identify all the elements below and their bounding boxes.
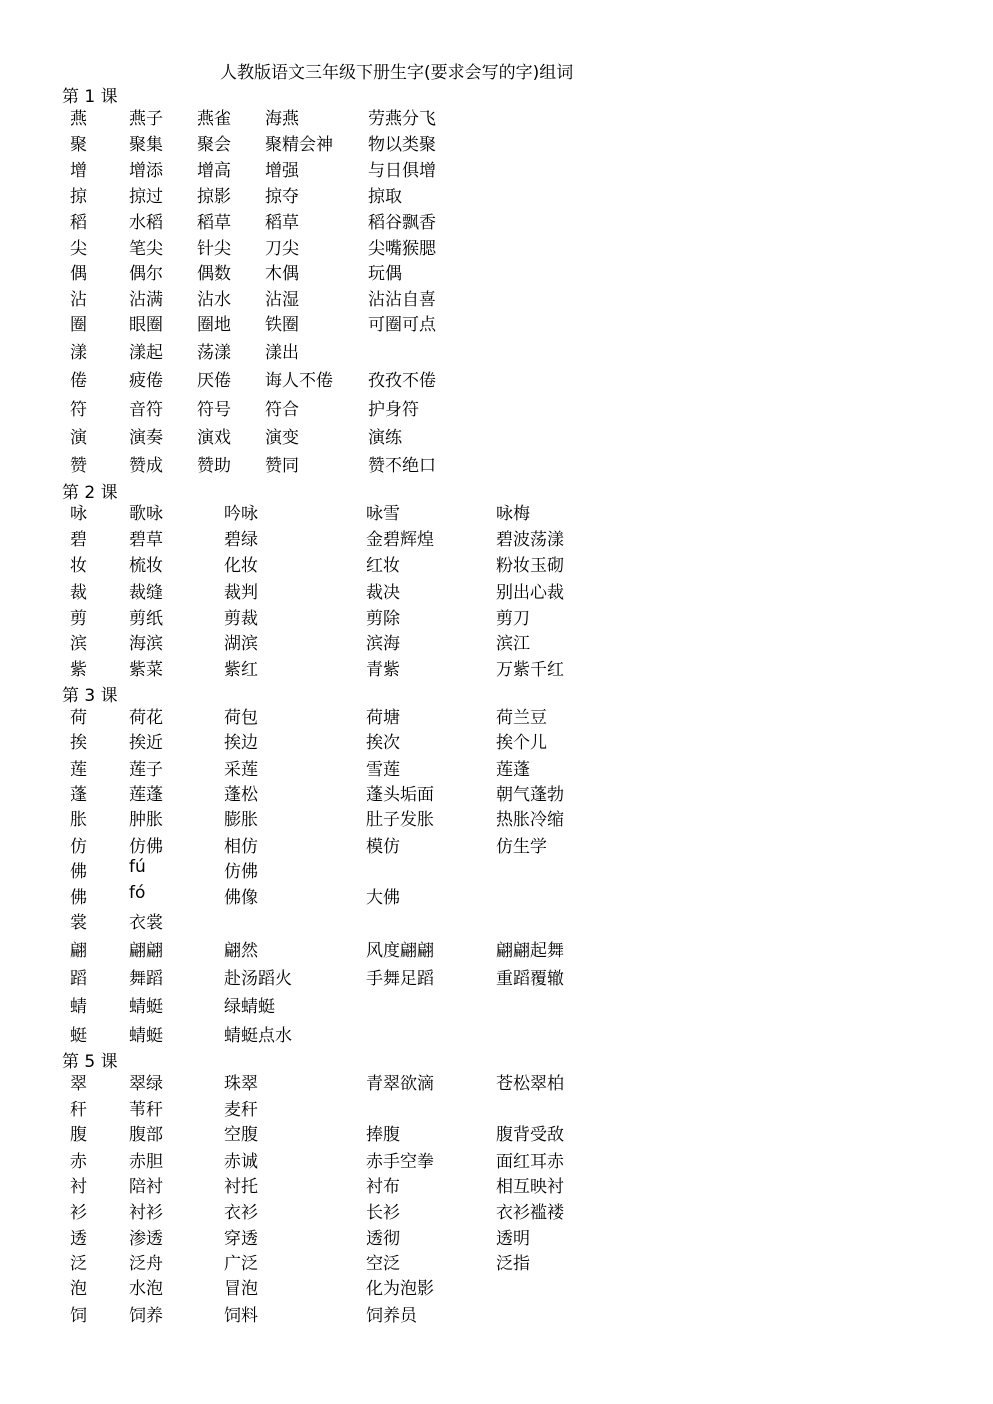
word-cell: 肿胀: [129, 810, 163, 830]
character-row: [0, 156, 993, 180]
character-row: [0, 703, 993, 727]
word-cell: 歌咏: [129, 504, 163, 524]
character-row: [0, 338, 993, 362]
word-cell: 空腹: [224, 1125, 258, 1145]
word-cell: 衬布: [366, 1177, 400, 1197]
word-cell: 饲养: [129, 1306, 163, 1326]
word-cell: 尖嘴猴腮: [368, 239, 436, 259]
word-cell: 饲料: [224, 1306, 258, 1326]
word-cell: 衬衫: [129, 1203, 163, 1223]
word-cell: 化为泡影: [366, 1279, 434, 1299]
word-cell: 金碧辉煌: [366, 530, 434, 550]
word-cell: 莲子: [129, 760, 163, 780]
word-cell: 孜孜不倦: [368, 371, 436, 391]
character-row: [0, 728, 993, 752]
word-cell: 赞同: [265, 456, 299, 476]
character-cell: 碧: [70, 530, 87, 550]
word-cell: 紫菜: [129, 660, 163, 680]
word-cell: 模仿: [366, 837, 400, 857]
character-row: [0, 310, 993, 334]
word-cell: 劳燕分飞: [368, 109, 436, 129]
word-cell: 海燕: [265, 109, 299, 129]
word-cell: 赤诚: [224, 1152, 258, 1172]
word-cell: 透彻: [366, 1229, 400, 1249]
word-cell: 莲蓬: [496, 760, 530, 780]
word-cell: 剪刀: [496, 609, 530, 629]
word-cell: 泛舟: [129, 1254, 163, 1274]
word-cell: 衣裳: [129, 913, 163, 933]
word-cell: 赤手空拳: [366, 1152, 434, 1172]
word-cell: 偶尔: [129, 264, 163, 284]
character-row: [0, 525, 993, 549]
character-cell: 翩: [70, 941, 87, 961]
character-row: [0, 1120, 993, 1144]
word-cell: 衣衫褴褛: [496, 1203, 564, 1223]
character-row: [0, 104, 993, 128]
character-cell: 裳: [70, 913, 87, 933]
word-cell: 聚集: [129, 135, 163, 155]
word-cell: 蜻蜓: [129, 1026, 163, 1046]
character-row: [0, 551, 993, 575]
word-cell: 梳妆: [129, 556, 163, 576]
word-cell: 青紫: [366, 660, 400, 680]
word-cell: 赴汤蹈火: [224, 969, 292, 989]
character-row: [0, 451, 993, 475]
word-cell: 沾满: [129, 290, 163, 310]
word-cell: 疲倦: [129, 371, 163, 391]
word-cell: 咏雪: [366, 504, 400, 524]
word-cell: 相仿: [224, 837, 258, 857]
word-cell: 重蹈覆辙: [496, 969, 564, 989]
word-cell: 赞助: [197, 456, 231, 476]
character-row: [0, 423, 993, 447]
word-cell: 陪衬: [129, 1177, 163, 1197]
word-cell: 刀尖: [265, 239, 299, 259]
word-cell: 衬托: [224, 1177, 258, 1197]
word-cell: 绿蜻蜓: [224, 997, 275, 1017]
word-cell: 挨边: [224, 733, 258, 753]
word-cell: 蓬头垢面: [366, 785, 434, 805]
character-cell: 沾: [70, 290, 87, 310]
character-row: [0, 780, 993, 804]
word-cell: 碧绿: [224, 530, 258, 550]
word-cell: 音符: [129, 400, 163, 420]
character-cell: 衫: [70, 1203, 87, 1223]
character-row: [0, 234, 993, 258]
word-cell: 荷花: [129, 708, 163, 728]
word-cell: 裁判: [224, 583, 258, 603]
character-row: [0, 908, 993, 932]
word-cell: 木偶: [265, 264, 299, 284]
character-cell: 剪: [70, 609, 87, 629]
character-row: [0, 936, 993, 960]
word-cell: 佛像: [224, 888, 258, 908]
word-cell: 增高: [197, 161, 231, 181]
character-row: [0, 182, 993, 206]
word-cell: 漾出: [265, 343, 299, 363]
character-cell: 仿: [70, 837, 87, 857]
character-row: [0, 208, 993, 232]
character-cell: 咏: [70, 504, 87, 524]
character-cell: 演: [70, 428, 87, 448]
character-row: [0, 883, 993, 907]
word-cell: 衣衫: [224, 1203, 258, 1223]
word-cell: 稻草: [197, 213, 231, 233]
word-cell: 荷兰豆: [496, 708, 547, 728]
word-cell: 咏梅: [496, 504, 530, 524]
character-cell: 赞: [70, 456, 87, 476]
word-cell: 笔尖: [129, 239, 163, 259]
word-cell: 翩翩起舞: [496, 941, 564, 961]
word-cell: 符号: [197, 400, 231, 420]
word-cell: 赞成: [129, 456, 163, 476]
character-row: [0, 1249, 993, 1273]
word-cell: 舞蹈: [129, 969, 163, 989]
word-cell: 符合: [265, 400, 299, 420]
word-cell: 演练: [368, 428, 402, 448]
word-cell: 吟咏: [224, 504, 258, 524]
word-cell: 增添: [129, 161, 163, 181]
word-cell: 可圈可点: [368, 315, 436, 335]
word-cell: 演奏: [129, 428, 163, 448]
character-cell: 紫: [70, 660, 87, 680]
character-cell: 妆: [70, 556, 87, 576]
character-cell: 秆: [70, 1100, 87, 1120]
word-cell: 碧波荡漾: [496, 530, 564, 550]
character-row: [0, 1095, 993, 1119]
character-row: [0, 285, 993, 309]
character-cell: 蹈: [70, 969, 87, 989]
word-cell: 赤胆: [129, 1152, 163, 1172]
character-cell: 赤: [70, 1152, 87, 1172]
word-cell: 冒泡: [224, 1279, 258, 1299]
word-cell: 仿佛: [129, 837, 163, 857]
character-cell: 稻: [70, 213, 87, 233]
character-row: [0, 857, 993, 881]
word-cell: 剪除: [366, 609, 400, 629]
word-cell: 厌倦: [197, 371, 231, 391]
word-cell: 相互映衬: [496, 1177, 564, 1197]
word-cell: 渗透: [129, 1229, 163, 1249]
character-cell: 蜻: [70, 997, 87, 1017]
word-cell: 圈地: [197, 315, 231, 335]
word-cell: 采莲: [224, 760, 258, 780]
word-cell: 苍松翠柏: [496, 1074, 564, 1094]
word-cell: 护身符: [368, 400, 419, 420]
word-cell: 翩然: [224, 941, 258, 961]
word-cell: 挨次: [366, 733, 400, 753]
word-cell: 剪纸: [129, 609, 163, 629]
character-cell: 尖: [70, 239, 87, 259]
character-row: [0, 1274, 993, 1298]
word-cell: 碧草: [129, 530, 163, 550]
word-cell: 珠翠: [224, 1074, 258, 1094]
character-row: [0, 1021, 993, 1045]
word-cell: 荷包: [224, 708, 258, 728]
word-cell: 翩翩: [129, 941, 163, 961]
word-cell: 膨胀: [224, 810, 258, 830]
word-cell: 针尖: [197, 239, 231, 259]
word-cell: 剪裁: [224, 609, 258, 629]
word-cell: 掠夺: [265, 187, 299, 207]
character-cell: 蓬: [70, 785, 87, 805]
character-row: [0, 1198, 993, 1222]
word-cell: 热胀冷缩: [496, 810, 564, 830]
word-cell: 沾沾自喜: [368, 290, 436, 310]
word-cell: 增强: [265, 161, 299, 181]
word-cell: 偶数: [197, 264, 231, 284]
word-cell: 风度翩翩: [366, 941, 434, 961]
word-cell: 荡漾: [197, 343, 231, 363]
character-cell: 饲: [70, 1306, 87, 1326]
word-cell: 聚会: [197, 135, 231, 155]
character-cell: 漾: [70, 343, 87, 363]
word-cell: 裁缝: [129, 583, 163, 603]
word-cell: 滨江: [496, 634, 530, 654]
word-cell: 面红耳赤: [496, 1152, 564, 1172]
character-cell: 泛: [70, 1254, 87, 1274]
word-cell: 沾水: [197, 290, 231, 310]
word-cell: 铁圈: [265, 315, 299, 335]
word-cell: 诲人不倦: [265, 371, 333, 391]
word-cell: 演变: [265, 428, 299, 448]
word-cell: 裁决: [366, 583, 400, 603]
character-row: [0, 1301, 993, 1325]
lesson-header: 第 2 课: [62, 483, 118, 503]
word-cell: 蜻蜓点水: [224, 1026, 292, 1046]
character-cell: 滨: [70, 634, 87, 654]
word-cell: 泛指: [496, 1254, 530, 1274]
word-cell: 化妆: [224, 556, 258, 576]
character-cell: 翠: [70, 1074, 87, 1094]
word-cell: 稻草: [265, 213, 299, 233]
word-cell: 粉妆玉砌: [496, 556, 564, 576]
word-cell: 朝气蓬勃: [496, 785, 564, 805]
word-cell: 与日俱增: [368, 161, 436, 181]
word-cell: 掠过: [129, 187, 163, 207]
character-cell: 增: [70, 161, 87, 181]
character-row: [0, 259, 993, 283]
word-cell: 眼圈: [129, 315, 163, 335]
character-cell: 蜓: [70, 1026, 87, 1046]
word-cell: 广泛: [224, 1254, 258, 1274]
character-cell: 裁: [70, 583, 87, 603]
character-row: [0, 832, 993, 856]
character-cell: 胀: [70, 810, 87, 830]
character-cell: 腹: [70, 1125, 87, 1145]
character-cell: 佛: [70, 888, 87, 908]
character-row: [0, 805, 993, 829]
word-cell: 红妆: [366, 556, 400, 576]
character-row: [0, 578, 993, 602]
character-cell: 符: [70, 400, 87, 420]
word-cell: 别出心裁: [496, 583, 564, 603]
character-row: [0, 1069, 993, 1093]
word-cell: 透明: [496, 1229, 530, 1249]
word-cell: 长衫: [366, 1203, 400, 1223]
character-row: [0, 629, 993, 653]
word-cell: fó: [129, 883, 146, 903]
word-cell: 麦秆: [224, 1100, 258, 1120]
lesson-header: 第 5 课: [62, 1052, 118, 1072]
word-cell: 腹部: [129, 1125, 163, 1145]
character-row: [0, 130, 993, 154]
word-cell: fú: [129, 857, 146, 877]
word-cell: 仿生学: [496, 837, 547, 857]
character-cell: 荷: [70, 708, 87, 728]
word-cell: 莲蓬: [129, 785, 163, 805]
word-cell: 燕雀: [197, 109, 231, 129]
word-cell: 大佛: [366, 888, 400, 908]
word-cell: 翠绿: [129, 1074, 163, 1094]
word-cell: 玩偶: [368, 264, 402, 284]
character-row: [0, 1147, 993, 1171]
character-cell: 衬: [70, 1177, 87, 1197]
character-cell: 泡: [70, 1279, 87, 1299]
character-cell: 佛: [70, 862, 87, 882]
word-cell: 捧腹: [366, 1125, 400, 1145]
word-cell: 手舞足蹈: [366, 969, 434, 989]
character-cell: 圈: [70, 315, 87, 335]
character-row: [0, 992, 993, 1016]
word-cell: 苇秆: [129, 1100, 163, 1120]
lesson-header: 第 1 课: [62, 87, 118, 107]
word-cell: 物以类聚: [368, 135, 436, 155]
word-cell: 演戏: [197, 428, 231, 448]
character-row: [0, 655, 993, 679]
word-cell: 腹背受敌: [496, 1125, 564, 1145]
word-cell: 赞不绝口: [368, 456, 436, 476]
word-cell: 穿透: [224, 1229, 258, 1249]
word-cell: 饲养员: [366, 1306, 417, 1326]
word-cell: 水泡: [129, 1279, 163, 1299]
word-cell: 紫红: [224, 660, 258, 680]
character-row: [0, 1224, 993, 1248]
page-title: 人教版语文三年级下册生字(要求会写的字)组词: [220, 63, 574, 83]
character-cell: 透: [70, 1229, 87, 1249]
character-cell: 倦: [70, 371, 87, 391]
word-cell: 空泛: [366, 1254, 400, 1274]
word-cell: 挨个儿: [496, 733, 547, 753]
word-cell: 仿佛: [224, 862, 258, 882]
word-cell: 燕子: [129, 109, 163, 129]
word-cell: 湖滨: [224, 634, 258, 654]
word-cell: 海滨: [129, 634, 163, 654]
word-cell: 沾湿: [265, 290, 299, 310]
character-cell: 聚: [70, 135, 87, 155]
character-row: [0, 499, 993, 523]
lesson-header: 第 3 课: [62, 686, 118, 706]
character-row: [0, 604, 993, 628]
character-cell: 偶: [70, 264, 87, 284]
character-cell: 挨: [70, 733, 87, 753]
character-row: [0, 1172, 993, 1196]
word-cell: 荷塘: [366, 708, 400, 728]
word-cell: 挨近: [129, 733, 163, 753]
word-cell: 蜻蜓: [129, 997, 163, 1017]
word-cell: 漾起: [129, 343, 163, 363]
word-cell: 蓬松: [224, 785, 258, 805]
character-row: [0, 755, 993, 779]
word-cell: 掠取: [368, 187, 402, 207]
character-row: [0, 964, 993, 988]
word-cell: 稻谷飘香: [368, 213, 436, 233]
word-cell: 万紫千红: [496, 660, 564, 680]
word-cell: 水稻: [129, 213, 163, 233]
word-cell: 掠影: [197, 187, 231, 207]
word-cell: 肚子发胀: [366, 810, 434, 830]
character-row: [0, 395, 993, 419]
word-cell: 聚精会神: [265, 135, 333, 155]
character-cell: 莲: [70, 760, 87, 780]
word-cell: 滨海: [366, 634, 400, 654]
word-cell: 雪莲: [366, 760, 400, 780]
character-row: [0, 366, 993, 390]
character-cell: 掠: [70, 187, 87, 207]
word-cell: 青翠欲滴: [366, 1074, 434, 1094]
character-cell: 燕: [70, 109, 87, 129]
